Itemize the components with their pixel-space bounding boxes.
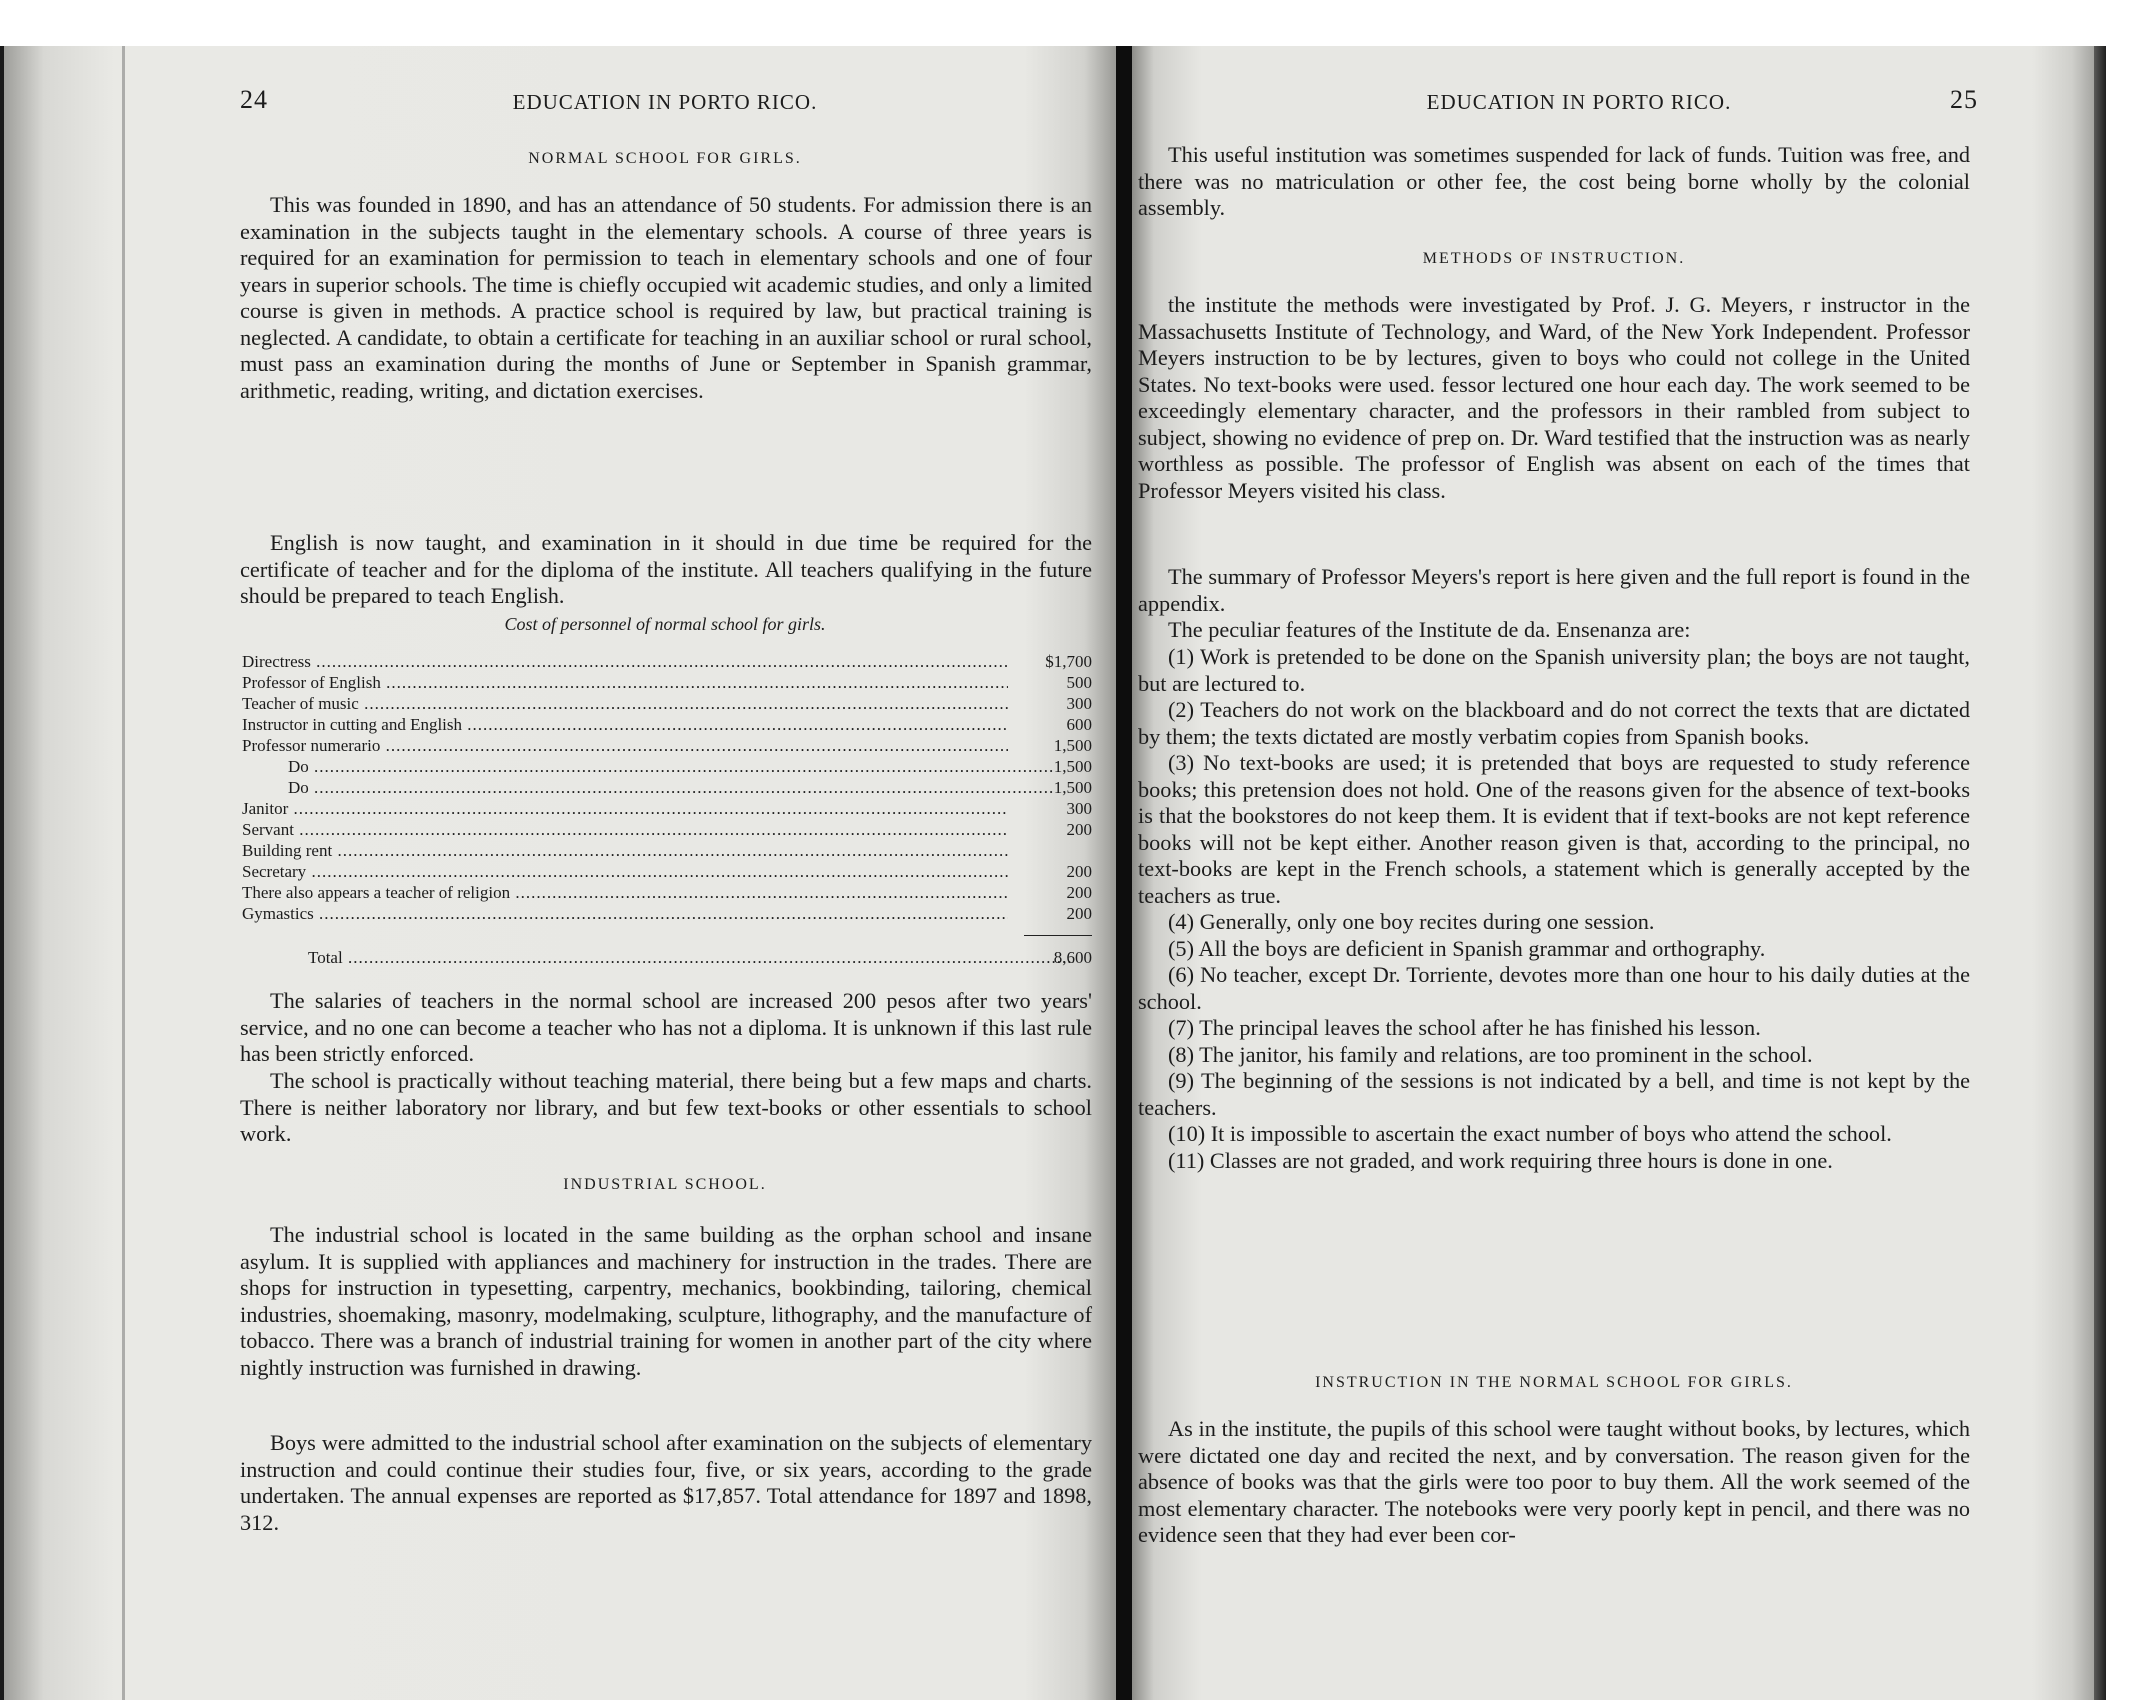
paragraph-teacher-salaries: The salaries of teachers in the normal school are increased 200 pesos after two years' service, and no one can become a teacher who has not a diploma. It is unknown if this last rule has been strictly enforced. — [240, 988, 1092, 1066]
cost-table-row — [242, 652, 1092, 673]
left-page — [4, 46, 1116, 1700]
cost-table-row — [242, 820, 1092, 841]
right-page-number: 25 — [1950, 85, 1978, 114]
right-running-head-title: EDUCATION IN PORTO RICO. — [1426, 90, 1732, 114]
section-title-normal-school: NORMAL SCHOOL FOR GIRLS. — [528, 150, 802, 167]
cost-row-amount: 200 — [1066, 883, 1092, 902]
paragraph-institution-funds: This useful institution was sometimes suspended for lack of funds. Tuition was free, and there was no matriculation or other fee, the cost being borne wholly by the colonial assembly. — [1138, 142, 1970, 220]
cost-row-label: Teacher of music ..... — [242, 694, 1008, 714]
cost-row-label: Professor numerario ..... — [242, 736, 1008, 756]
cost-total-label: Total ..... — [242, 948, 1074, 968]
list-item: (11) Classes are not graded, and work requiring three hours is done in one. — [1168, 1147, 1833, 1173]
cost-row-amount: 1,500 — [1053, 778, 1092, 797]
cost-total-amount: 8,600 — [1053, 948, 1092, 967]
features-list — [1138, 644, 1970, 1174]
list-item: (4) Generally, only one boy recites during one session. — [1168, 909, 1655, 934]
list-item: (6) No teacher, except Dr. Torriente, devotes more than one hour to his daily duties at the school. — [1138, 962, 1970, 1014]
cost-table-row — [242, 904, 1092, 925]
cost-table-row — [242, 883, 1092, 904]
cost-table-row — [242, 694, 1092, 715]
cost-row-label: Professor of English ..... — [242, 673, 1008, 693]
cost-table-row — [242, 862, 1092, 883]
section-title-normal-school-instruction: INSTRUCTION IN THE NORMAL SCHOOL FOR GIRLS. — [1315, 1374, 1793, 1391]
paragraph-teaching-material: The school is practically without teaching material, there being but a few maps and charts. There is neither laboratory nor library, and but few text-books or other essentials to school work. — [240, 1068, 1092, 1146]
left-running-head-title: EDUCATION IN PORTO RICO. — [512, 90, 818, 114]
paragraph-english-teaching: English is now taught, and examination in it should in due time be required for the certificate of teacher and for the diploma of the institute. All teachers qualifying in the future should be prepared to teach English. — [240, 530, 1092, 608]
page-fold-shadow — [122, 46, 125, 1700]
cost-table-row — [242, 715, 1092, 736]
cost-row-label: Servant ..... — [242, 820, 1008, 840]
paragraph-industrial-admission: Boys were admitted to the industrial school after examination on the subjects of elementary instruction and could continue their studies four, five, or six years, according to the grade undertaken. The annual expenses are reported as $17,857. Total attendance for 1897 and 1898, 312. — [240, 1430, 1092, 1535]
paragraph-normal-school-founding: This was founded in 1890, and has an attendance of 50 students. For admission there is an examination in the subjects taught in the elementary schools. A course of three years is required for an examination for permission to teach in elementary schools and one of four years in superior schools. The time is chiefly occupied wit academic studies, and only a limited course is given in methods. A practice school is required by law, but practical training is neglected. A candidate, to obtain a certificate for teaching in an auxiliar school or rural school, must pass an examination during the months of June or September in Spanish grammar, arithmetic, reading, writing, and dictation exercises. — [240, 192, 1092, 403]
left-page-number: 24 — [240, 85, 268, 114]
cost-row-label: Building rent ..... — [242, 841, 1008, 861]
cost-table-row — [242, 778, 1092, 799]
cost-row-amount: 300 — [1066, 694, 1092, 713]
paragraph-methods-investigation: the institute the methods were investigated by Prof. J. G. Meyers, r instructor in the Massachusetts Institute of Technology, and Ward, of the New York Independent. Professor Meyers instruction to be by lectures, given to boys who could not college in the United States. No text-books were used. fessor lectured one hour each day. The work seemed to be exceedingly elementary character, and the professors in their rambled from subject to subject, showing no evidence of prep on. Dr. Ward testified that the instruction was as nearly worthless as possible. The professor of English was absent on each of the times that Professor Meyers visited his class. — [1138, 292, 1970, 503]
cost-row-amount: 1,500 — [1053, 736, 1092, 755]
cost-table-row — [242, 736, 1092, 757]
total-rule — [1024, 935, 1092, 936]
paragraph-report-summary: The summary of Professor Meyers's report is here given and the full report is found in the appendix. — [1138, 564, 1970, 616]
cost-row-label: Janitor ..... — [242, 799, 1008, 819]
cost-row-amount: 200 — [1066, 820, 1092, 839]
cost-total-row — [242, 948, 1092, 969]
list-item: (9) The beginning of the sessions is not indicated by a bell, and time is not kept by the teachers. — [1138, 1068, 1970, 1120]
cost-table-row — [242, 757, 1092, 778]
paragraph-industrial-school: The industrial school is located in the same building as the orphan school and insane asylum. It is supplied with appliances and machinery for instruction in the trades. There are shops for instruction in typesetting, carpentry, mechanics, bookbinding, tailoring, chemical industries, shoemaking, masonry, modelmaking, sculpture, lithography, and the manufacture of tobacco. There was a branch of industrial training for women in another part of the city where nightly instruction was furnished in drawing. — [240, 1222, 1092, 1380]
cost-row-label: Gymastics ..... — [242, 904, 1008, 924]
cost-row-label: Directress ..... — [242, 652, 1008, 672]
list-item: (7) The principal leaves the school after he has finished his lesson. — [1168, 1015, 1761, 1040]
list-item: (8) The janitor, his family and relations, are too prominent in the school. — [1168, 1041, 1813, 1067]
cost-row-label: Do ..... — [242, 778, 1054, 798]
cost-row-amount: 200 — [1066, 862, 1092, 881]
paragraph-peculiar-features: The peculiar features of the Institute de da. Ensenanza are: — [1168, 617, 1691, 642]
cost-table-row — [242, 841, 1092, 862]
cost-table-row — [242, 673, 1092, 694]
cost-row-label: Secretary ..... — [242, 862, 1008, 882]
cost-row-amount: 200 — [1066, 904, 1092, 923]
cost-table-row — [242, 799, 1092, 820]
cost-table-caption: Cost of personnel of normal school for girls. — [504, 614, 826, 634]
list-item: (3) No text-books are used; it is pretended that boys are requested to study reference books; this pretension does not hold. One of the reasons given for the absence of text-books is that the bookstores do not keep them. It is evident that if text-books are not kept reference books will not be kept either. Another reason given is that, according to the principal, no text-books are kept in the French schools, a statement which is generally accepted by the teachers as true. — [1138, 750, 1970, 908]
list-item: (2) Teachers do not work on the blackboard and do not correct the texts that are dictated by them; the texts dictated are mostly verbatim copies from Spanish books. — [1138, 697, 1970, 749]
cost-row-amount: $1,700 — [1045, 652, 1092, 671]
cost-row-label: There also appears a teacher of religion ..... — [242, 883, 1008, 903]
list-item: (10) It is impossible to ascertain the exact number of boys who attend the school. — [1168, 1121, 1892, 1146]
cost-row-label: Do ..... — [242, 757, 1054, 777]
cost-row-amount: 300 — [1066, 799, 1092, 818]
list-item: (5) All the boys are deficient in Spanish grammar and orthography. — [1168, 935, 1766, 961]
book-spread — [0, 46, 2106, 1700]
cost-row-amount: 600 — [1066, 715, 1092, 734]
section-title-industrial-school: INDUSTRIAL SCHOOL. — [563, 1176, 767, 1193]
list-item: (1) Work is pretended to be done on the Spanish university plan; the boys are not taught, but are lectured to. — [1138, 644, 1970, 696]
paragraph-normal-school-instruction: As in the institute, the pupils of this school were taught without books, by lectures, which were dictated one day and recited the next, and by conversation. The reason given for the absence of books was that the girls were too poor to buy them. All the work seemed of the most elementary character. The notebooks were very poorly kept in pencil, and there was no evidence seen that they had ever been cor- — [1138, 1416, 1970, 1547]
cost-row-amount: 500 — [1066, 673, 1092, 692]
book-gutter — [1116, 46, 1132, 1700]
cost-row-label: Instructor in cutting and English ..... — [242, 715, 1008, 735]
right-page — [1132, 46, 2094, 1700]
section-title-methods: METHODS OF INSTRUCTION. — [1422, 250, 1686, 267]
book-edge — [2094, 46, 2106, 1700]
cost-row-amount: 1,500 — [1053, 757, 1092, 776]
